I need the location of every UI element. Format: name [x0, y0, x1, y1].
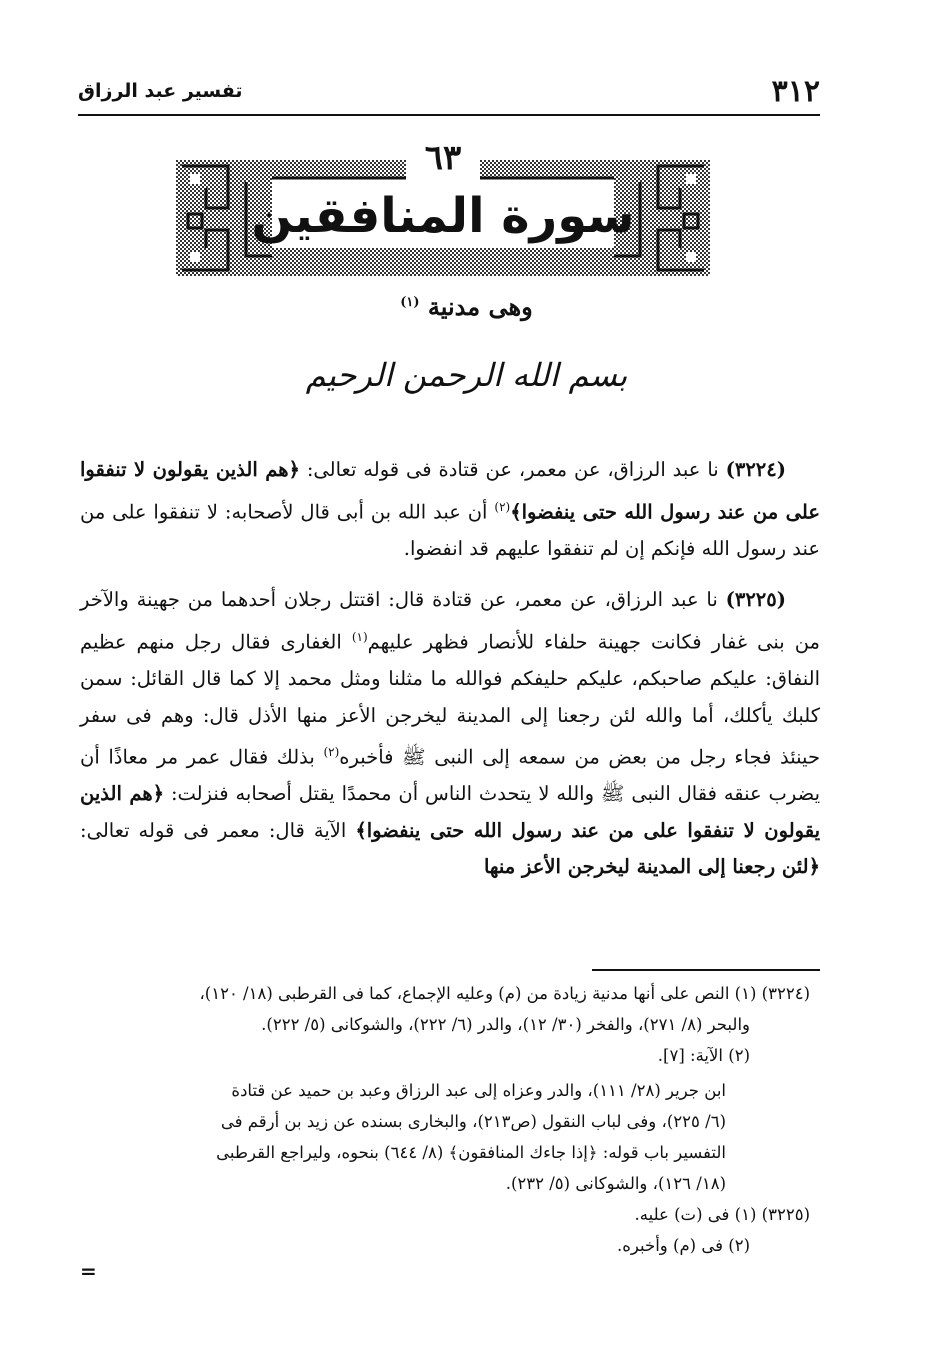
footnote: التفسير باب قوله: ﴿إذا جاءك المنافقون﴾ (٨/ ٦٤٤) بنحوه، وليراجع القرطبى — [216, 1143, 726, 1162]
footnote: (٣٢٢٥) (١) فى (ت) عليه. — [634, 1205, 810, 1224]
footnote: (٦/ ٢٢٥)، وفى لباب النقول (ص٢١٣)، والبخارى بسنده عن زيد بن أرقم فى — [220, 1112, 726, 1131]
footnote: ابن جرير (٢٨/ ١١١)، والدر وعزاه إلى عبد الرزاق وعبد بن حميد عن قتادة — [231, 1081, 726, 1100]
footnotes — [80, 978, 810, 1261]
header-rule — [78, 114, 820, 116]
hadith-text: بذلك فقال عمر مر معاذًا أن يضرب عنقه فقال النبى ﷺ والله لا يتحدث الناس أن محمدًا يقتل أصحابه فنزلت: — [80, 745, 821, 806]
footnote-ref: (٢) — [494, 499, 511, 514]
footnote: والبحر (٨/ ٢٧١)، والفخر (٣٠/ ١٢)، والدر (٦/ ٢٢٢)، والشوكانى (٥/ ٢٢٢). — [261, 1015, 750, 1034]
footnote: (٢) فى (م) وأخبره. — [617, 1236, 750, 1255]
surah-number: ٦٣ — [424, 138, 462, 178]
subtitle-note: (١) — [400, 295, 420, 310]
hadith-paragraph — [80, 452, 820, 567]
surah-banner — [176, 138, 710, 276]
footnote-ref: (١) — [351, 629, 368, 644]
surah-subtitle — [0, 292, 933, 321]
hadith-number: (٣٢٢٤) — [725, 458, 786, 481]
hadith-paragraph — [80, 582, 820, 886]
page-number: ٣١٢ — [771, 74, 820, 109]
hadith-text: نا عبد الرزاق، عن معمر، عن قتادة فى قوله تعالى: — [299, 458, 726, 481]
quran-verse: ﴿لئن رجعنا إلى المدينة ليخرجن الأعز منها — [483, 855, 820, 879]
quran-verse: ﴿هم الذين يقولون لا تنفقوا على من عند رسول الله حتى ينفضوا﴾ — [80, 782, 820, 842]
footnote: (٢) الآية: [٧]. — [657, 1046, 750, 1065]
hadith-text: الآية قال: معمر فى قوله تعالى: — [80, 818, 356, 842]
footnote: (١٨/ ١٢٦)، والشوكانى (٥/ ٢٣٢). — [505, 1174, 726, 1193]
subtitle-text: وهى مدنية — [427, 292, 533, 321]
footnote-block — [80, 1075, 810, 1199]
basmala-calligraphy: بسم الله الرحمن الرحيم — [305, 356, 628, 394]
running-header — [78, 74, 820, 110]
footnote: (٣٢٢٤) (١) النص على أنها مدنية زيادة من (م) وعليه الإجماع، كما فى القرطبى (١٨/ ١٢٠)، — [199, 984, 810, 1003]
hadith-number: (٣٢٢٥) — [725, 588, 786, 612]
surah-name: سورة المنافقين — [251, 188, 635, 244]
hadith-text: الغفارى فقال رجل منهم عظيم النفاق: عليكم صاحبكم، عليكم حليفكم فوالله ما مثلنا ومثل محمد إلا كما قال القائل: سمن كلبك يأكلك، أما والله لئن رجعنا إلى المدينة ليخرجن الأعز منها الأذل قال: وهم فى سفر حينئذ فجاء رجل من بعض من سمعه إلى النبى ﷺ فأخبره — [80, 630, 820, 769]
book-title: تفسير عبد الرزاق — [78, 80, 243, 102]
hadith-text: نا عبد الرزاق، عن معمر، عن قتادة قال: اقتتل رجلان أحدهما من جهينة والآخر من بنى غفار فكانت جهينة حلفاء للأنصار فظهر عليهم — [80, 588, 820, 654]
footnote-rule — [592, 969, 820, 971]
hadith-text: أن عبد الله بن أبى قال لأصحابه: لا تنفقوا على من عند رسول الله فإنكم إن لم تنفقوا عليهم قد انفضوا. — [80, 500, 820, 560]
continuation-mark: = — [80, 1259, 97, 1283]
footnote-ref: (٢) — [323, 745, 340, 760]
main-text — [80, 452, 820, 901]
quran-verse: ﴿هم الذين يقولون لا تنفقوا على من عند رسول الله حتى ينفضوا﴾ — [80, 458, 820, 524]
